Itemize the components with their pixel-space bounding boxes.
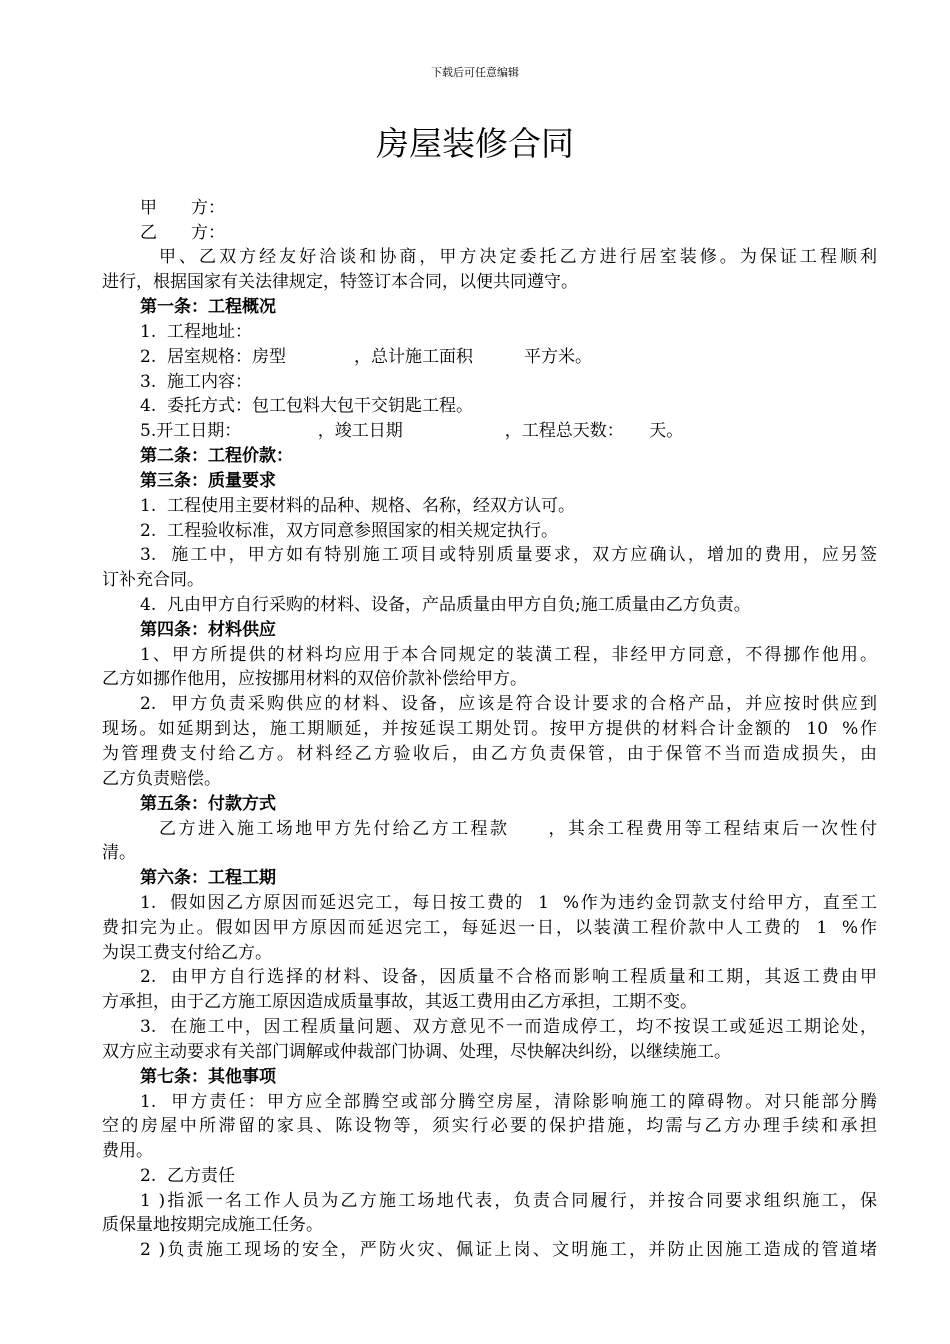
text-line: 2. 工程验收标准，双方同意参照国家的相关规定执行。	[140, 521, 559, 541]
text-line: 2. 乙方责任	[140, 1166, 236, 1186]
text-line: 2. 居室规格：房型 ，总计施工面积 平方米。	[140, 347, 593, 367]
text-line: 2 )负责施工现场的安全，严防火灾、佩证上岗、文明施工，并防止因施工造成的管道堵	[140, 1240, 877, 1260]
text-line: 进行，根据国家有关法律规定，特签订本合同，以便共同遵守。	[102, 272, 578, 292]
text-line: 1、甲方所提供的材料均应用于本合同规定的装潢工程，非经甲方同意，不得挪作他用。	[140, 645, 877, 665]
text-line: 4. 凡由甲方自行采购的材料、设备，产品质量由甲方自负;施工质量由乙方负责。	[140, 595, 751, 615]
text-line: 费用。	[102, 1141, 153, 1161]
text-line: 甲、乙双方经友好洽谈和协商，甲方决定委托乙方进行居室装修。为保证工程顺利	[159, 247, 877, 267]
text-line: 乙方如挪作他用，应按挪用材料的双倍价款补偿给甲方。	[102, 669, 527, 689]
text-line: 双方应主动要求有关部门调解或仲裁部门协调、处理，尽快解决纠纷，以继续施工。	[102, 1042, 731, 1062]
text-line: 空的房屋中所滞留的家具、陈设物等，须实行必要的保护措施，均需与乙方办理手续和承担	[102, 1116, 877, 1136]
text-line: 方承担，由于乙方施工原因造成质量事故，其返工费用由乙方承担，工期不变。	[102, 992, 697, 1012]
text-line: 2. 甲方负责采购供应的材料、设备，应该是符合设计要求的合格产品，并应按时供应到	[140, 694, 877, 714]
text-line: 1 )指派一名工作人员为乙方施工场地代表，负责合同履行，并按合同要求组织施工，保	[140, 1191, 877, 1211]
text-line: 4. 委托方式：包工包料大包干交钥匙工程。	[140, 396, 474, 416]
section-heading: 第七条：其他事项	[140, 1067, 276, 1087]
text-line: 为误工费支付给乙方。	[102, 943, 272, 963]
text-line: 1. 工程使用主要材料的品种、规格、名称，经双方认可。	[140, 496, 576, 516]
section-heading: 第三条：质量要求	[140, 471, 276, 491]
section-heading: 第一条：工程概况	[140, 297, 276, 317]
text-line: 乙方进入施工场地甲方先付给乙方工程款 ，其余工程费用等工程结束后一次性付	[159, 819, 877, 839]
text-line: 费扣完为止。假如因甲方原因而延迟完工，每延迟一日，以装潢工程价款中人工费的 1 %作	[102, 918, 877, 938]
text-line: 3. 施工中，甲方如有特别施工项目或特别质量要求，双方应确认，增加的费用，应另签	[140, 545, 877, 565]
text-line: 清。	[102, 843, 136, 863]
text-line: 1. 甲方责任：甲方应全部腾空或部分腾空房屋，清除影响施工的障碍物。对只能部分腾	[140, 1092, 877, 1112]
text-line: 3. 施工内容：	[140, 372, 253, 392]
text-line: 3. 在施工中，因工程质量问题、双方意见不一而造成停工，均不按误工或延迟工期论处，	[140, 1017, 877, 1037]
text-line: 1. 假如因乙方原因而延迟完工，每日按工费的 1 %作为违约金罚款支付给甲方，直至工	[140, 893, 877, 913]
section-heading: 第四条：材料供应	[140, 620, 276, 640]
text-line: 订补充合同。	[102, 570, 204, 590]
text-line: 2. 由甲方自行选择的材料、设备，因质量不合格而影响工程质量和工期，其返工费由甲	[140, 967, 877, 987]
text-line: 1. 工程地址：	[140, 322, 253, 342]
section-heading: 第五条：付款方式	[140, 794, 276, 814]
text-line: 5.开工日期： ，竣工日期 ，工程总天数： 天。	[140, 421, 684, 441]
text-line: 乙 方：	[140, 223, 225, 243]
text-line: 乙方负责赔偿。	[102, 769, 221, 789]
text-line: 甲 方：	[140, 198, 225, 218]
section-heading: 第六条：工程工期	[140, 868, 276, 888]
header-note: 下载后可任意编辑	[431, 66, 519, 79]
text-line: 为管理费支付给乙方。材料经乙方验收后，由乙方负责保管，由于保管不当而造成损失，由	[102, 744, 877, 764]
document-title: 房屋装修合同	[376, 124, 574, 163]
section-heading: 第二条：工程价款：	[140, 446, 293, 466]
text-line: 现场。如延期到达，施工期顺延，并按延误工期处罚。按甲方提供的材料合计金额的 10 %作	[102, 719, 877, 739]
text-line: 质保量地按期完成施工任务。	[102, 1215, 323, 1235]
